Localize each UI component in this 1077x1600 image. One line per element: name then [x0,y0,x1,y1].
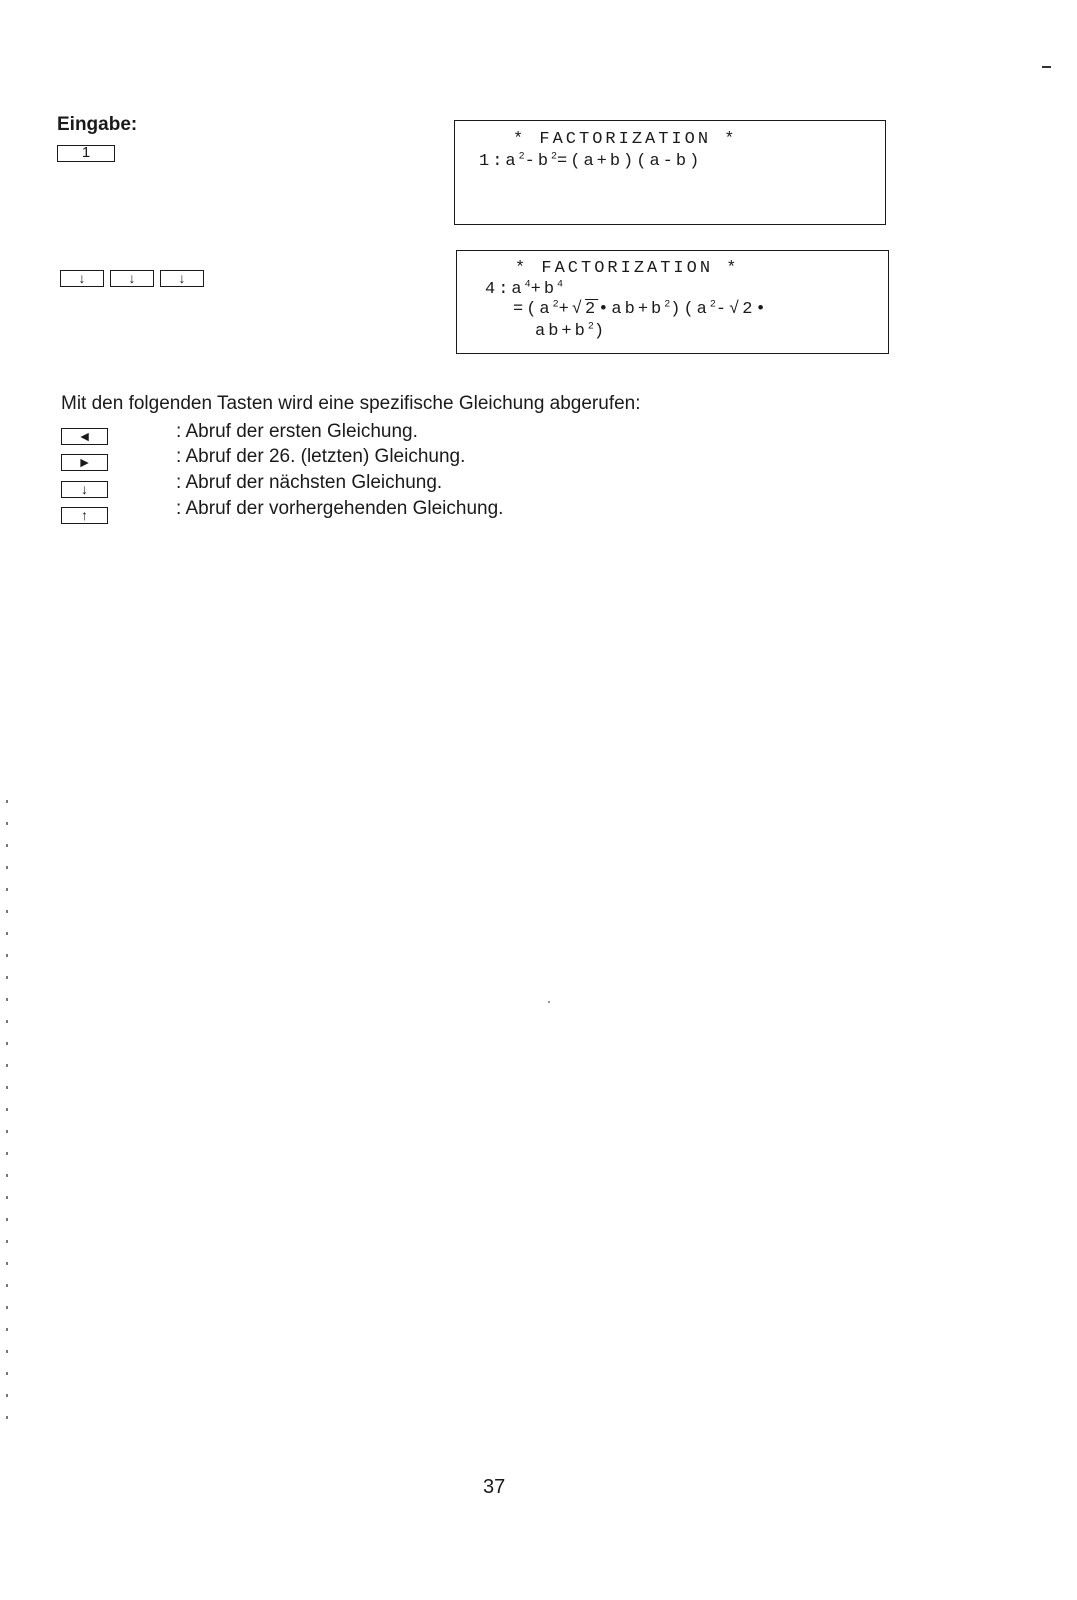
display-formula-line: $1:a^2-b^2=(a+b)(a-b)$ [479,151,703,171]
intro-text: Mit den folgenden Tasten wird eine spezifische Gleichung abgerufen: [61,393,641,414]
display-formula-line: $ab+b^2$) [535,321,608,341]
calculator-display-2 [456,250,889,354]
scan-edge-artifact [6,800,8,1420]
down-arrow-key-button[interactable]: ↓ [160,270,204,287]
scan-corner-mark [1042,66,1051,68]
up-arrow-key-button[interactable]: ↑ [61,507,108,524]
down-arrow-key-button[interactable]: ↓ [110,270,154,287]
key-description: : Abruf der vorhergehenden Gleichung. [176,498,504,519]
left-arrow-key-button[interactable]: ◄ [61,428,108,445]
down-arrow-key-button[interactable]: ↓ [61,481,108,498]
display-title: * FACTORIZATION * [513,130,738,149]
display-formula-line: $4:a^4+b^4$ [485,279,564,299]
calculator-display-1 [454,120,886,225]
key-description: : Abruf der nächsten Gleichung. [176,472,443,493]
key-1-button[interactable]: 1 [57,145,115,162]
section-heading: Eingabe: [57,114,138,135]
down-arrow-key-button[interactable]: ↓ [60,270,104,287]
display-title: * FACTORIZATION * [515,259,740,278]
key-description: : Abruf der ersten Gleichung. [176,421,418,442]
scan-speck [548,1001,550,1003]
right-arrow-key-button[interactable]: ► [61,454,108,471]
key-description: : Abruf der 26. (letzten) Gleichung. [176,446,466,467]
display-formula-line: $=(a^2+√2•ab+b^2)(a^2-√2•$ [513,299,769,319]
page-number: 37 [483,1476,506,1498]
